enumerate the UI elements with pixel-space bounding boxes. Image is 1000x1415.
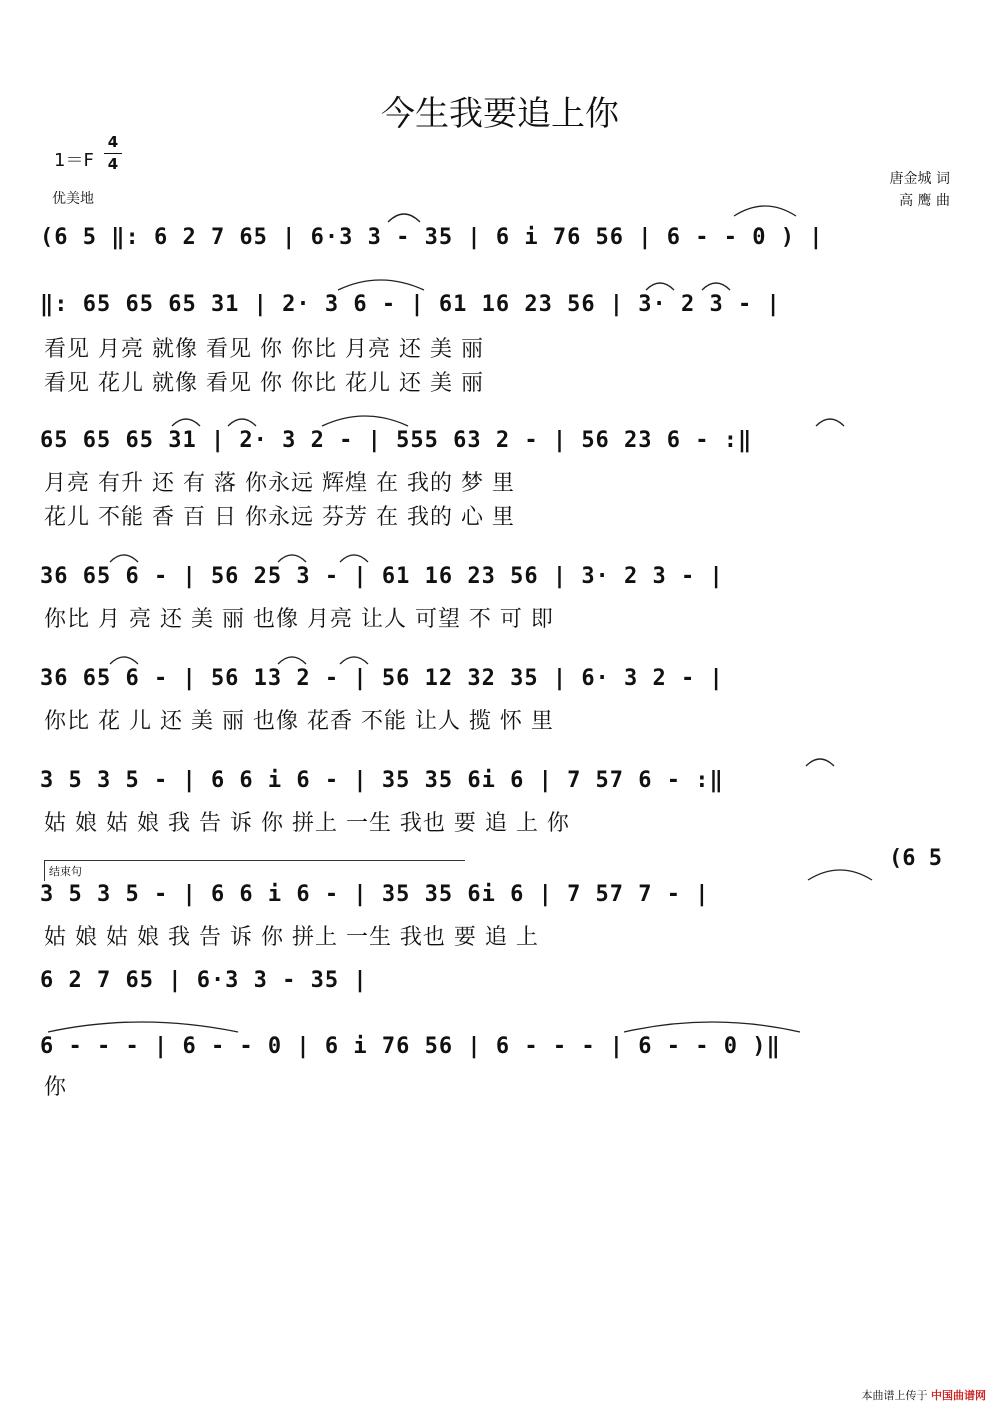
composer-credit: 高 鹰 曲	[899, 193, 950, 209]
lyric-line-2b: 花儿 不能 香 百 日 你永远 芬芳 在 我的 心 里	[44, 505, 515, 530]
lyric-line-3: 你比 月 亮 还 美 丽 也像 月亮 让人 可望 不 可 即	[44, 607, 554, 632]
notation-line-5: 3 5 3 5 - | 6 6 i 6 - | 35 35 6i 6 | 7 57 6 - :‖	[40, 768, 724, 793]
footer-credit	[862, 1387, 987, 1403]
footer-site: 中国曲谱网	[931, 1389, 986, 1402]
time-signature-top: 4	[107, 133, 119, 151]
lyric-line-1b: 看见 花儿 就像 看见 你 你比 花儿 还 美 丽	[44, 371, 484, 396]
lyric-line-5: 姑 娘 姑 娘 我 告 诉 你 拼上 一生 我也 要 追 上 你	[44, 811, 570, 836]
lyric-line-4: 你比 花 儿 还 美 丽 也像 花香 不能 让人 揽 怀 里	[44, 709, 554, 734]
page-title: 今生我要追上你	[381, 94, 619, 134]
notation-line-3: 36 65 6 - | 56 25 3 - | 61 16 23 56 | 3· 2 3 - |	[40, 564, 724, 589]
footer-text: 本曲谱上传于	[861, 1389, 928, 1402]
notation-line-6: 3 5 3 5 - | 6 6 i 6 - | 35 35 6i 6 | 7 57 7 - |	[40, 882, 710, 907]
lyricist-credit: 唐金城 词	[889, 171, 950, 187]
ending-label: 结束句	[49, 865, 82, 878]
notation-line-4: 36 65 6 - | 56 13 2 - | 56 12 32 35 | 6· 3 2 - |	[40, 666, 724, 691]
lyric-line-2a: 月亮 有升 还 有 落 你永远 辉煌 在 我的 梦 里	[44, 471, 515, 496]
time-signature-bottom: 4	[107, 155, 119, 173]
lyric-line-8: 你	[44, 1075, 68, 1100]
key-signature: 1＝F	[54, 150, 94, 171]
notation-line-intro: (6 5 ‖: 6 2 7 65 | 6·3 3 - 35 | 6 i 76 56 | 6 - - 0 ) |	[40, 225, 824, 250]
notation-line-2: 65 65 65 31 | 2· 3 2 - | 555 63 2 - | 56 23 6 - :‖	[40, 428, 753, 453]
lyric-line-6: 姑 娘 姑 娘 我 告 诉 你 拼上 一生 我也 要 追 上	[44, 925, 539, 950]
pickup-notes: (6 5	[889, 846, 942, 871]
lyric-line-1a: 看见 月亮 就像 看见 你 你比 月亮 还 美 丽	[44, 337, 484, 362]
notation-line-1: ‖: 65 65 65 31 | 2· 3 6 - | 61 16 23 56 | 3· 2 3 - |	[40, 292, 781, 317]
notation-line-7: 6 2 7 65 | 6·3 3 - 35 |	[40, 968, 368, 993]
tempo-marking: 优美地	[52, 191, 94, 207]
notation-line-8: 6 - - - | 6 - - 0 | 6 i 76 56 | 6 - - - | 6 - - 0 )‖	[40, 1034, 781, 1059]
